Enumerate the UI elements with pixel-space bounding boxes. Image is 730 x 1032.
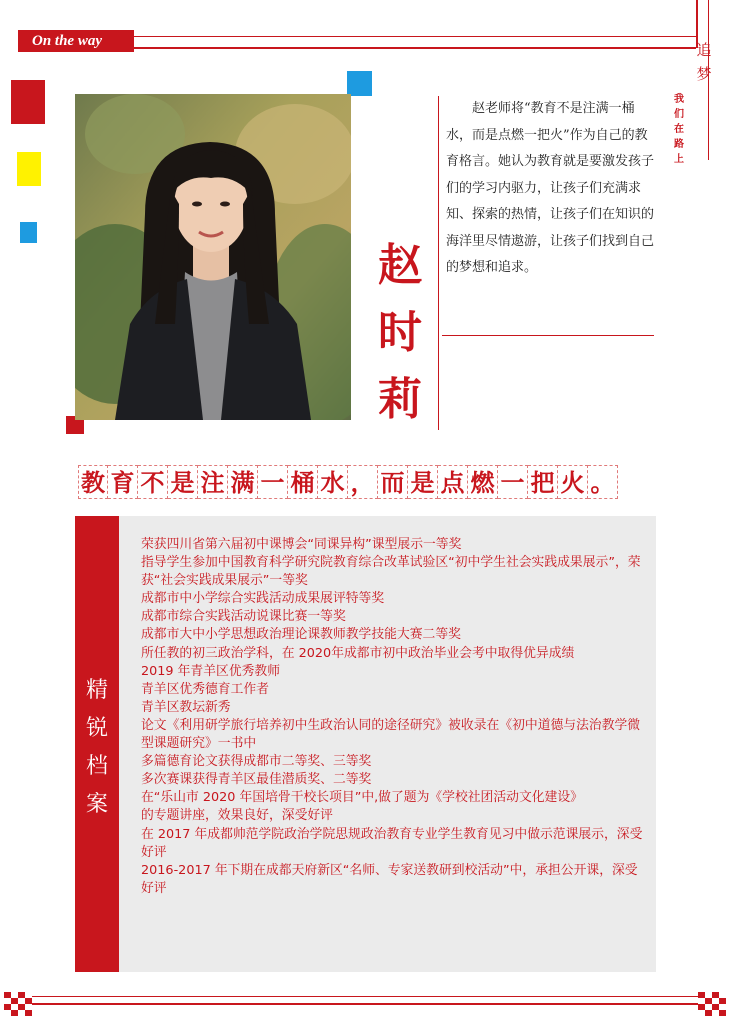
achievement-item: 所任教的初三政治学科，在 2020年成都市初中政治毕业会考中取得优异成绩 <box>141 645 575 661</box>
achievement-item: 在“乐山市 2020 年国培骨干校长项目”中,做了题为《学校社团活动文化建设》 <box>141 790 583 806</box>
motto-char: 桶 <box>288 465 318 499</box>
profile-label-char: 案 <box>85 792 108 817</box>
motto-char: 育 <box>108 465 138 499</box>
achievement-list <box>141 536 647 898</box>
motto-grid <box>78 465 678 501</box>
motto-char: 教 <box>78 465 108 499</box>
name-divider-vertical <box>438 96 439 430</box>
motto-char: 不 <box>138 465 168 499</box>
header-tab: On the way <box>18 30 134 52</box>
achievement-item: 多篇德育论文获得成都市二等奖、三等奖 <box>141 754 372 770</box>
profile-label <box>75 672 119 824</box>
side-title: 追梦 <box>696 41 712 83</box>
motto-char: 把 <box>528 465 558 499</box>
motto-char: 。 <box>588 465 618 499</box>
achievement-item: 论文《利用研学旅行培养初中生政治认同的途径研究》被收录在《初中道德与法治教学微型课题研究》一书中 <box>141 717 641 752</box>
achievement-item: 指导学生参加中国教育科学研究院教育综合改革试验区“初中学生社会实践成果展示”，荣获“社会实践成果展示”一等奖 <box>141 555 641 589</box>
motto-char: 注 <box>198 465 228 499</box>
motto-char: 火 <box>558 465 588 499</box>
profile-label-char: 锐 <box>85 716 108 741</box>
achievement-item: 2016-2017 年下期在成都天府新区“名师、专家送教研到校活动”中，承担公开课，深受好评 <box>141 862 638 896</box>
checker-pattern-right <box>698 992 726 1016</box>
motto-char: 水 <box>318 465 348 499</box>
motto-char: 一 <box>258 465 288 499</box>
motto-char: ， <box>348 465 378 499</box>
achievement-item: 2019 年青羊区优秀教师 <box>141 663 281 679</box>
motto-char: 而 <box>378 465 408 499</box>
profile-label-char: 精 <box>85 678 108 703</box>
achievement-item: 的专题讲座，效果良好，深受好评 <box>141 808 333 824</box>
footer-rule-thin <box>30 996 700 997</box>
deco-square-yellow <box>17 152 41 186</box>
achievement-item: 成都市综合实践活动说课比赛一等奖 <box>141 609 346 625</box>
motto-char: 一 <box>498 465 528 499</box>
achievement-item: 多次赛课获得青羊区最佳潜质奖、二等奖 <box>141 772 372 788</box>
achievement-item: 在 2017 年成都帅范学院政治学院思规政治教育专业学生教育见习中做示范课展示，深受好评 <box>141 826 643 860</box>
motto-char: 是 <box>168 465 198 499</box>
side-subtitle: 我们在路上 <box>674 94 684 165</box>
name-char-1: 赵 <box>378 240 422 291</box>
profile-label-char: 档 <box>85 754 108 779</box>
footer-rule <box>30 1003 700 1005</box>
deco-square-blue-small <box>20 222 37 243</box>
achievement-item: 荣获四川省第六届初中课博会“同课异构”课型展示一等奖 <box>141 537 462 552</box>
header-rule-thin <box>134 36 696 37</box>
motto-char: 满 <box>228 465 258 499</box>
motto-char: 燃 <box>468 465 498 499</box>
teacher-photo <box>75 94 351 420</box>
teacher-quote: 赵老师将“教育不是注满一桶水，而是点燃一把火”作为自己的教育格言。她认为教育就是要激发孩子们的学习内驱力，让孩子们充满求知、探索的热情，让孩子们在知识的海洋里尽情遨游，让孩子们找到自己的梦想和追求。 <box>446 101 655 275</box>
quote-divider-horizontal <box>442 335 654 336</box>
achievement-item: 青羊区优秀德育工作者 <box>141 681 269 697</box>
deco-square-red-large <box>11 80 45 124</box>
motto-char: 是 <box>408 465 438 499</box>
motto-char: 点 <box>438 465 468 499</box>
deco-square-blue-top <box>347 71 372 96</box>
checker-pattern-left <box>4 992 32 1016</box>
achievement-item: 成都市大中小学思想政治理论课教师教学技能大赛二等奖 <box>141 627 461 643</box>
name-char-3: 莉 <box>378 374 422 425</box>
name-char-2: 时 <box>378 307 422 358</box>
achievement-item: 青羊区教坛新秀 <box>141 699 231 715</box>
achievement-item: 成都市中小学综合实践活动成果展评特等奖 <box>141 591 385 607</box>
